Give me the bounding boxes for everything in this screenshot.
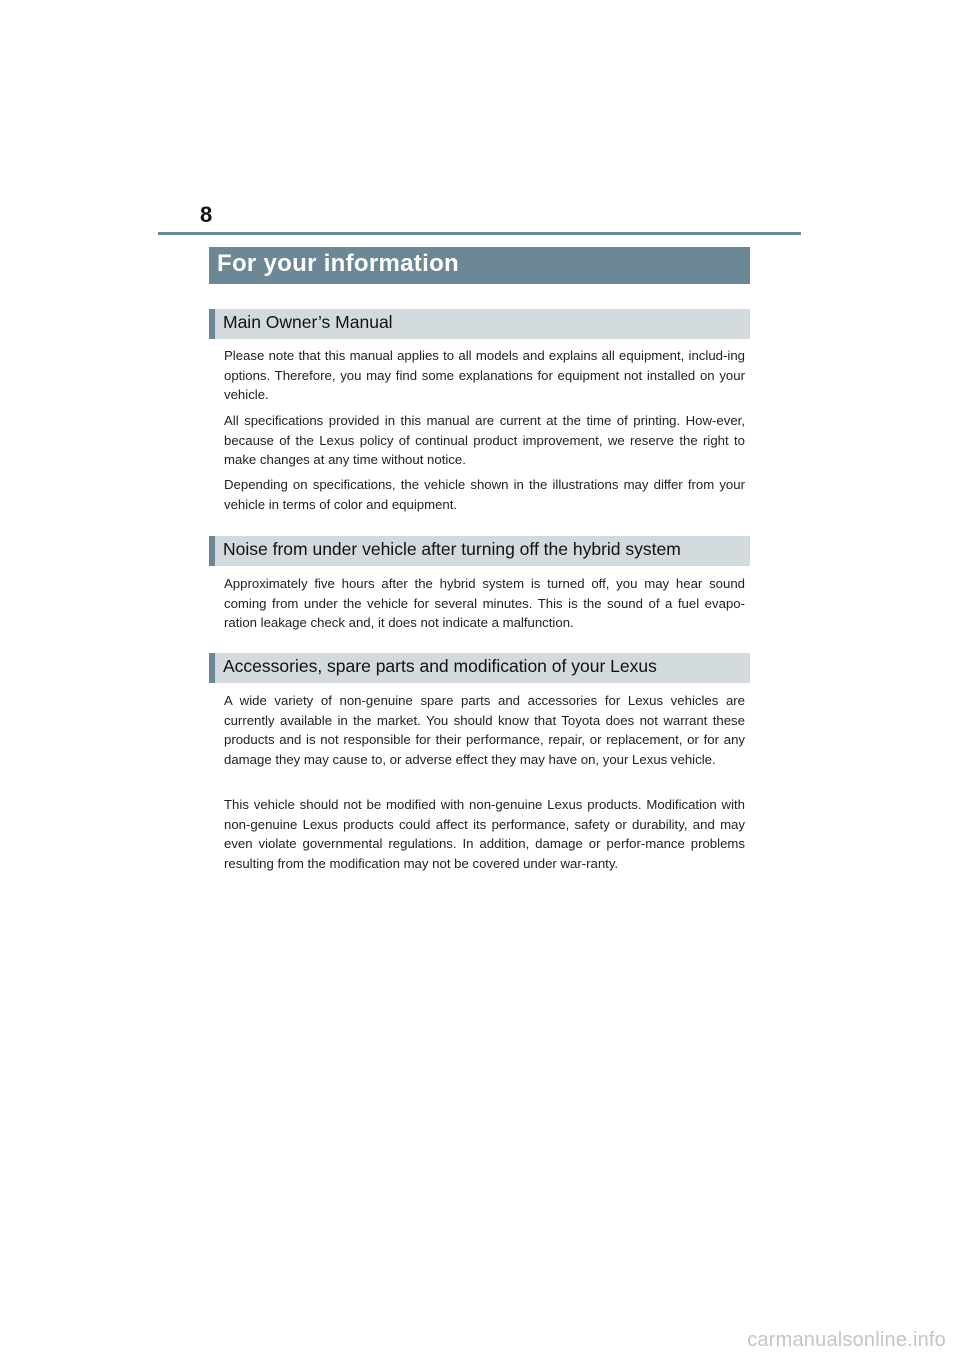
paragraph: A wide variety of non-genuine spare parts and accessories for Lexus vehicles are currently available in the market. You should know that Toyota does not warrant these products and is not responsible for their performance, repair, or replacement, or for any damage they may cause to, or adverse effect they may have on, your Lexus vehicle. bbox=[224, 693, 745, 767]
section-header-noise bbox=[209, 536, 750, 566]
section-title: Main Owner’s Manual bbox=[223, 312, 393, 332]
section-title: Noise from under vehicle after turning off the hybrid system bbox=[223, 539, 681, 559]
paragraph: All specifications provided in this manual are current at the time of printing. How-ever, because of the Lexus policy of continual product improvement, we reserve the right to make changes at any time without notice. bbox=[224, 413, 745, 467]
chapter-banner bbox=[209, 247, 750, 284]
paragraph: Please note that this manual applies to all models and explains all equipment, includ-ing options. Therefore, you may find some explanations for equipment not installed on your vehicle. bbox=[224, 348, 745, 402]
section-header-accessories bbox=[209, 653, 750, 683]
chapter-title: For your information bbox=[217, 250, 459, 277]
paragraph: Depending on specifications, the vehicle shown in the illustrations may differ from your vehicle in terms of color and equipment. bbox=[224, 477, 745, 512]
paragraph: This vehicle should not be modified with non-genuine Lexus products. Modification with non-genuine Lexus products could affect its performance, safety or durability, and may even violate governmental regulations. In addition, damage or perfor-mance problems resulting from the modification may not be covered under war-ranty. bbox=[224, 797, 745, 871]
page-number: 8 bbox=[200, 202, 213, 227]
paragraph: Approximately five hours after the hybrid system is turned off, you may hear sound coming from under the vehicle for several minutes. This is the sound of a fuel evapo-ration leakage check and, it does not indicate a malfunction. bbox=[224, 576, 745, 630]
header-rule bbox=[158, 232, 801, 235]
section-header-main-owners-manual bbox=[209, 309, 750, 339]
watermark: carmanualsonline.info bbox=[747, 1329, 946, 1351]
section-title: Accessories, spare parts and modification of your Lexus bbox=[223, 656, 657, 676]
